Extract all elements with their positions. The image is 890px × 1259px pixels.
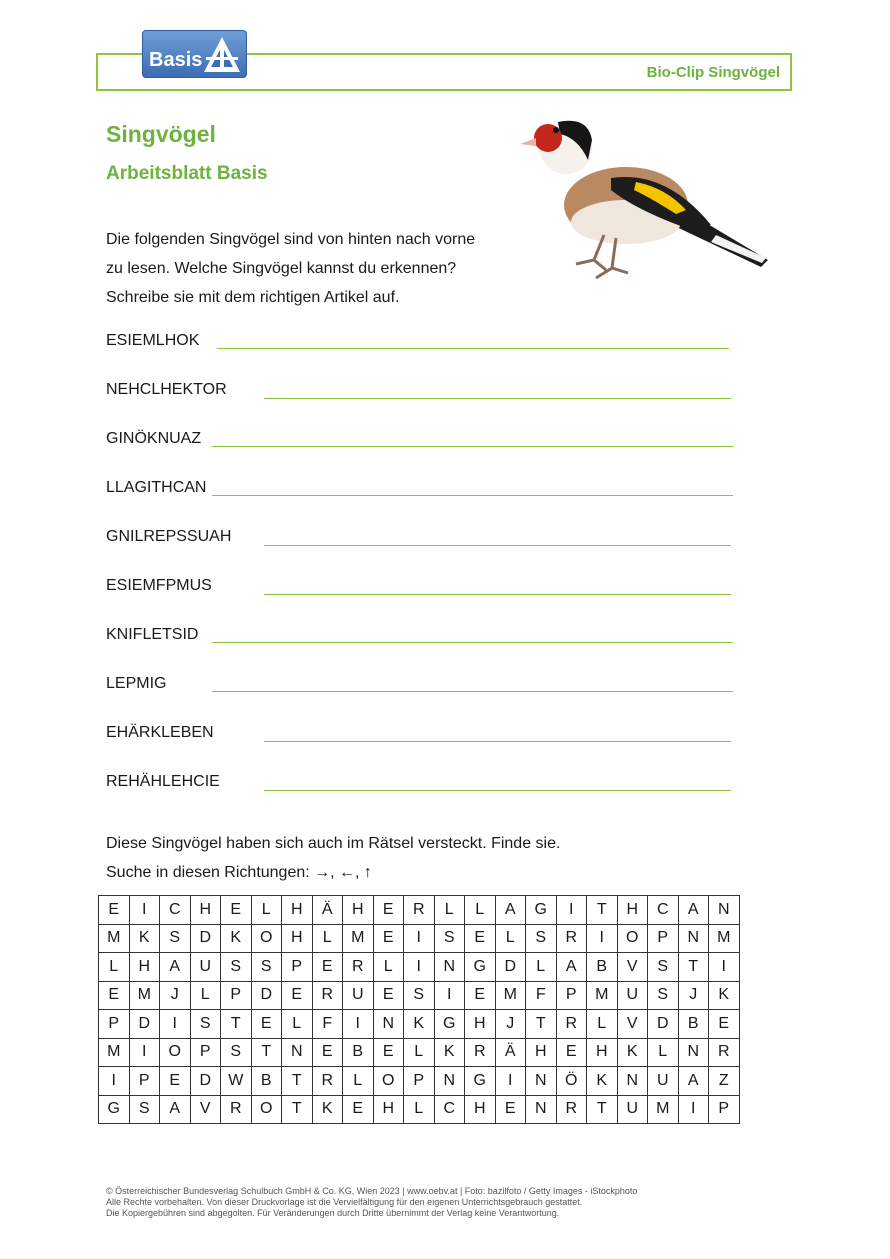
grid-cell[interactable]: L: [343, 1067, 374, 1096]
grid-cell[interactable]: H: [465, 1095, 496, 1124]
footer-line: Alle Rechte vorbehalten. Von dieser Druckvorlage ist die Vervielfältigung für den eigenen Unterrichtsgebrauch gestattet.: [106, 1197, 583, 1207]
grid-row: [99, 896, 740, 925]
grid-cell[interactable]: R: [556, 1095, 587, 1124]
grid-cell[interactable]: P: [648, 924, 679, 953]
grid-cell[interactable]: P: [404, 1067, 435, 1096]
grid-cell[interactable]: E: [465, 924, 496, 953]
grid-cell[interactable]: M: [99, 1038, 130, 1067]
grid-cell[interactable]: F: [312, 1010, 343, 1039]
grid-cell[interactable]: E: [160, 1067, 191, 1096]
grid-cell[interactable]: N: [617, 1067, 648, 1096]
grid-cell[interactable]: V: [617, 953, 648, 982]
puzzle-line: Suche in diesen Richtungen: →, ←, ↑: [106, 864, 372, 881]
grid-cell[interactable]: E: [343, 1095, 374, 1124]
grid-cell[interactable]: O: [251, 1095, 282, 1124]
grid-cell[interactable]: E: [709, 1010, 740, 1039]
grid-cell[interactable]: O: [251, 924, 282, 953]
grid-cell[interactable]: A: [160, 953, 191, 982]
grid-cell[interactable]: P: [221, 981, 252, 1010]
grid-cell[interactable]: U: [617, 981, 648, 1010]
grid-cell[interactable]: E: [99, 896, 130, 925]
grid-cell[interactable]: N: [434, 1067, 465, 1096]
grid-cell[interactable]: D: [251, 981, 282, 1010]
grid-cell[interactable]: S: [129, 1095, 160, 1124]
grid-cell[interactable]: L: [526, 953, 557, 982]
intro-line: Schreibe sie mit dem richtigen Artikel auf.: [106, 289, 400, 306]
grid-cell[interactable]: C: [648, 896, 679, 925]
answer-line[interactable]: [212, 642, 733, 643]
grid-cell[interactable]: N: [282, 1038, 313, 1067]
grid-row: [99, 1010, 740, 1039]
grid-cell[interactable]: L: [404, 1095, 435, 1124]
grid-cell[interactable]: N: [678, 924, 709, 953]
intro-line: zu lesen. Welche Singvögel kannst du erkennen?: [106, 260, 457, 277]
grid-cell[interactable]: H: [282, 924, 313, 953]
grid-cell[interactable]: S: [434, 924, 465, 953]
answer-line[interactable]: [264, 790, 731, 791]
grid-cell[interactable]: L: [282, 1010, 313, 1039]
grid-cell[interactable]: O: [373, 1067, 404, 1096]
grid-cell[interactable]: M: [709, 924, 740, 953]
grid-cell[interactable]: P: [99, 1010, 130, 1039]
grid-cell[interactable]: K: [709, 981, 740, 1010]
grid-cell[interactable]: T: [526, 1010, 557, 1039]
grid-cell[interactable]: P: [556, 981, 587, 1010]
scrambled-word: GNILREPSSUAH: [106, 528, 232, 545]
grid-cell[interactable]: J: [495, 1010, 526, 1039]
grid-row: [99, 1038, 740, 1067]
grid-cell[interactable]: P: [129, 1067, 160, 1096]
grid-cell[interactable]: I: [434, 981, 465, 1010]
grid-cell[interactable]: L: [587, 1010, 618, 1039]
grid-cell[interactable]: I: [160, 1010, 191, 1039]
grid-cell[interactable]: E: [251, 1010, 282, 1039]
grid-cell[interactable]: E: [373, 896, 404, 925]
grid-cell[interactable]: H: [587, 1038, 618, 1067]
grid-cell[interactable]: I: [99, 1067, 130, 1096]
answer-line[interactable]: [264, 398, 731, 399]
grid-cell[interactable]: R: [312, 1067, 343, 1096]
grid-cell[interactable]: D: [648, 1010, 679, 1039]
grid-cell[interactable]: Ä: [495, 1038, 526, 1067]
grid-row: [99, 1067, 740, 1096]
grid-cell[interactable]: E: [312, 953, 343, 982]
grid-row: [99, 924, 740, 953]
grid-cell[interactable]: K: [129, 924, 160, 953]
grid-cell[interactable]: W: [221, 1067, 252, 1096]
grid-cell[interactable]: E: [282, 981, 313, 1010]
grid-cell[interactable]: S: [526, 924, 557, 953]
grid-cell[interactable]: T: [251, 1038, 282, 1067]
grid-cell[interactable]: U: [343, 981, 374, 1010]
grid-cell[interactable]: G: [526, 896, 557, 925]
grid-cell[interactable]: N: [678, 1038, 709, 1067]
grid-cell[interactable]: P: [282, 953, 313, 982]
scrambled-word: ESIEMFPMUS: [106, 577, 212, 594]
grid-cell[interactable]: H: [129, 953, 160, 982]
scrambled-word: GINÖKNUAZ: [106, 430, 202, 447]
puzzle-line: Diese Singvögel haben sich auch im Rätsel versteckt. Finde sie.: [106, 835, 561, 852]
grid-cell[interactable]: L: [465, 896, 496, 925]
grid-cell[interactable]: E: [373, 924, 404, 953]
scrambled-word: LLAGITHCAN: [106, 479, 207, 496]
grid-cell[interactable]: T: [678, 953, 709, 982]
grid-cell[interactable]: I: [587, 924, 618, 953]
answer-line[interactable]: [264, 545, 731, 546]
grid-cell[interactable]: N: [709, 896, 740, 925]
grid-cell[interactable]: U: [190, 953, 221, 982]
grid-cell[interactable]: M: [587, 981, 618, 1010]
puzzle-instructions: [106, 829, 560, 887]
grid-cell[interactable]: G: [465, 953, 496, 982]
scrambled-word: NEHCLHEKTOR: [106, 381, 227, 398]
grid-cell[interactable]: K: [617, 1038, 648, 1067]
grid-cell[interactable]: L: [495, 924, 526, 953]
grid-cell[interactable]: U: [648, 1067, 679, 1096]
answer-line[interactable]: [212, 495, 733, 496]
page-subtitle: Arbeitsblatt Basis: [106, 163, 268, 184]
grid-cell[interactable]: R: [465, 1038, 496, 1067]
grid-cell[interactable]: T: [221, 1010, 252, 1039]
grid-cell[interactable]: O: [617, 924, 648, 953]
grid-cell[interactable]: R: [343, 953, 374, 982]
grid-cell[interactable]: I: [129, 1038, 160, 1067]
grid-cell[interactable]: L: [373, 953, 404, 982]
grid-cell[interactable]: S: [648, 953, 679, 982]
grid-cell[interactable]: S: [221, 953, 252, 982]
grid-cell[interactable]: I: [709, 953, 740, 982]
grid-cell[interactable]: K: [587, 1067, 618, 1096]
grid-row: [99, 981, 740, 1010]
grid-cell[interactable]: S: [251, 953, 282, 982]
word-search-grid: [98, 895, 740, 1124]
grid-cell[interactable]: V: [617, 1010, 648, 1039]
grid-cell[interactable]: I: [495, 1067, 526, 1096]
grid-cell[interactable]: B: [251, 1067, 282, 1096]
grid-cell[interactable]: E: [373, 1038, 404, 1067]
grid-cell[interactable]: P: [190, 1038, 221, 1067]
grid-cell[interactable]: B: [587, 953, 618, 982]
grid-cell[interactable]: L: [404, 1038, 435, 1067]
grid-cell[interactable]: M: [343, 924, 374, 953]
grid-cell[interactable]: K: [312, 1095, 343, 1124]
grid-cell[interactable]: D: [129, 1010, 160, 1039]
goldfinch-image: [516, 110, 776, 285]
grid-cell[interactable]: U: [617, 1095, 648, 1124]
grid-cell[interactable]: J: [160, 981, 191, 1010]
grid-cell[interactable]: D: [190, 924, 221, 953]
footer-line: Die Kopiergebühren sind abgegolten. Für Veränderungen durch Dritte übernimmt der Verlag keine Verantwortung.: [106, 1208, 560, 1218]
grid-cell[interactable]: P: [709, 1095, 740, 1124]
answer-line[interactable]: [212, 446, 733, 447]
grid-cell[interactable]: Ö: [556, 1067, 587, 1096]
grid-cell[interactable]: E: [99, 981, 130, 1010]
grid-cell[interactable]: V: [190, 1095, 221, 1124]
grid-cell[interactable]: C: [160, 896, 191, 925]
grid-cell[interactable]: I: [343, 1010, 374, 1039]
scrambled-word: KNIFLETSID: [106, 626, 199, 643]
grid-cell[interactable]: B: [343, 1038, 374, 1067]
answer-line[interactable]: [264, 594, 731, 595]
grid-cell[interactable]: L: [251, 896, 282, 925]
grid-cell[interactable]: S: [160, 924, 191, 953]
grid-cell[interactable]: S: [221, 1038, 252, 1067]
grid-cell[interactable]: H: [617, 896, 648, 925]
grid-cell[interactable]: Ä: [312, 896, 343, 925]
grid-cell[interactable]: E: [373, 981, 404, 1010]
grid-cell[interactable]: M: [495, 981, 526, 1010]
grid-cell[interactable]: N: [526, 1067, 557, 1096]
footer-line: © Österreichischer Bundesverlag Schulbuch GmbH & Co. KG, Wien 2023 | www.oebv.at | Foto: bazilfoto / Getty Images - iStockphoto: [106, 1186, 638, 1196]
grid-cell[interactable]: K: [404, 1010, 435, 1039]
answer-line[interactable]: [212, 691, 733, 692]
answer-line[interactable]: [217, 348, 729, 349]
grid-cell[interactable]: K: [221, 924, 252, 953]
grid-cell[interactable]: H: [465, 1010, 496, 1039]
grid-cell[interactable]: Z: [709, 1067, 740, 1096]
grid-cell[interactable]: L: [648, 1038, 679, 1067]
logo-text: Basis: [149, 49, 203, 71]
grid-cell[interactable]: H: [282, 896, 313, 925]
grid-cell[interactable]: I: [404, 953, 435, 982]
grid-cell[interactable]: L: [312, 924, 343, 953]
grid-cell[interactable]: N: [434, 953, 465, 982]
grid-cell[interactable]: E: [312, 1038, 343, 1067]
grid-cell[interactable]: O: [160, 1038, 191, 1067]
grid-cell[interactable]: A: [160, 1095, 191, 1124]
grid-cell[interactable]: H: [343, 896, 374, 925]
grid-cell[interactable]: K: [434, 1038, 465, 1067]
grid-cell[interactable]: M: [99, 924, 130, 953]
triangle-logo-icon: [202, 34, 242, 74]
grid-cell[interactable]: E: [495, 1095, 526, 1124]
grid-cell[interactable]: M: [648, 1095, 679, 1124]
intro-line: Die folgenden Singvögel sind von hinten nach vorne: [106, 231, 476, 248]
intro-text: [106, 225, 475, 312]
grid-cell[interactable]: E: [221, 896, 252, 925]
grid-cell[interactable]: I: [404, 924, 435, 953]
grid-cell[interactable]: R: [556, 1010, 587, 1039]
grid-cell[interactable]: I: [129, 896, 160, 925]
page-title: Singvögel: [106, 121, 216, 147]
scrambled-word: EHÄRKLEBEN: [106, 724, 214, 741]
grid-cell[interactable]: R: [404, 896, 435, 925]
grid-cell[interactable]: B: [678, 1010, 709, 1039]
grid-row: [99, 953, 740, 982]
grid-cell[interactable]: R: [221, 1095, 252, 1124]
grid-cell[interactable]: A: [678, 896, 709, 925]
grid-cell[interactable]: S: [404, 981, 435, 1010]
answer-line[interactable]: [264, 741, 731, 742]
grid-cell[interactable]: A: [678, 1067, 709, 1096]
scrambled-word: ESIEMLHOK: [106, 332, 200, 349]
grid-cell[interactable]: J: [678, 981, 709, 1010]
grid-cell[interactable]: R: [312, 981, 343, 1010]
grid-cell[interactable]: R: [556, 924, 587, 953]
grid-cell[interactable]: S: [190, 1010, 221, 1039]
grid-cell[interactable]: H: [526, 1038, 557, 1067]
footer: [106, 1186, 637, 1219]
scrambled-word: LEPMIG: [106, 675, 167, 692]
grid-cell[interactable]: T: [282, 1095, 313, 1124]
header-title: Bio-Clip Singvögel: [646, 64, 780, 81]
grid-cell[interactable]: G: [99, 1095, 130, 1124]
grid-cell[interactable]: H: [190, 896, 221, 925]
grid-row: [99, 1095, 740, 1124]
scrambled-word: REHÄHLEHCIE: [106, 773, 220, 790]
grid-cell[interactable]: F: [526, 981, 557, 1010]
grid-cell[interactable]: L: [190, 981, 221, 1010]
grid-cell[interactable]: G: [465, 1067, 496, 1096]
grid-cell[interactable]: C: [434, 1095, 465, 1124]
grid-cell[interactable]: M: [129, 981, 160, 1010]
grid-cell[interactable]: S: [648, 981, 679, 1010]
grid-cell[interactable]: T: [587, 1095, 618, 1124]
grid-cell[interactable]: I: [556, 896, 587, 925]
grid-cell[interactable]: E: [465, 981, 496, 1010]
grid-cell[interactable]: D: [495, 953, 526, 982]
grid-cell[interactable]: A: [495, 896, 526, 925]
grid-cell[interactable]: I: [678, 1095, 709, 1124]
basis-logo: [142, 30, 247, 78]
grid-cell[interactable]: N: [373, 1010, 404, 1039]
grid-cell[interactable]: T: [587, 896, 618, 925]
grid-cell[interactable]: L: [99, 953, 130, 982]
grid-cell[interactable]: D: [190, 1067, 221, 1096]
grid-cell[interactable]: E: [556, 1038, 587, 1067]
grid-cell[interactable]: A: [556, 953, 587, 982]
grid-cell[interactable]: G: [434, 1010, 465, 1039]
grid-cell[interactable]: H: [373, 1095, 404, 1124]
grid-cell[interactable]: R: [709, 1038, 740, 1067]
grid-cell[interactable]: T: [282, 1067, 313, 1096]
grid-cell[interactable]: N: [526, 1095, 557, 1124]
grid-cell[interactable]: L: [434, 896, 465, 925]
